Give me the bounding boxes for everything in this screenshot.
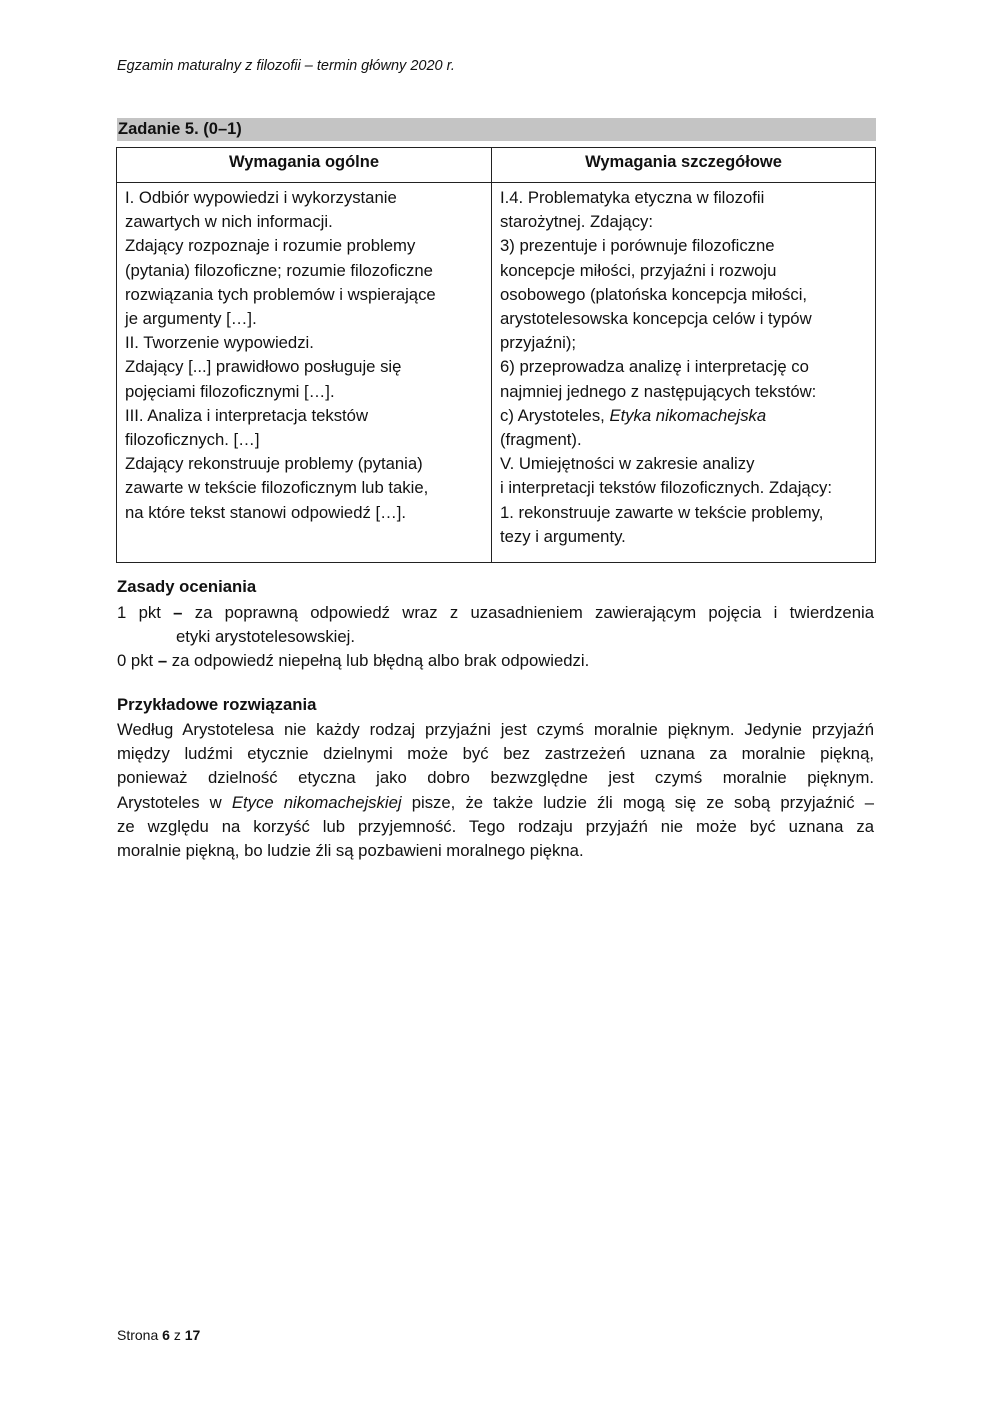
solution-text: Arystoteles w xyxy=(117,792,232,812)
points-dash: – xyxy=(173,603,183,622)
specific-line: 6) przeprowadza analizę i interpretację co xyxy=(500,357,809,377)
specific-line: (fragment). xyxy=(500,430,582,450)
general-line: Zdający [...] prawidłowo posługuje się xyxy=(125,357,402,377)
specific-line: 3) prezentuje i porównuje filozoficzne xyxy=(500,236,775,256)
col-specific-header: Wymagania szczegółowe xyxy=(492,148,876,183)
specific-c-prefix: c) Arystoteles, xyxy=(500,405,610,425)
scoring-title: Zasady oceniania xyxy=(117,577,257,596)
total-pages: 17 xyxy=(184,1327,201,1343)
footer-prefix: Strona xyxy=(117,1327,159,1343)
general-line: I. Odbiór wypowiedzi i wykorzystanie xyxy=(125,188,397,207)
general-line: zawarte w tekście filozoficznym lub takie, xyxy=(125,478,429,498)
specific-line: najmniej jednego z następujących tekstów: xyxy=(500,381,817,401)
solution-paragraph xyxy=(117,718,874,863)
scoring-text: za poprawną odpowiedź wraz z uzasadnieniem zawierającym pojęcia i twierdzenia xyxy=(194,603,874,622)
current-page: 6 xyxy=(162,1327,170,1343)
points-dash: – xyxy=(157,651,168,670)
solutions-title: Przykładowe rozwiązania xyxy=(117,695,317,714)
solution-line: między ludźmi etycznie dzielnymi może być bez zastrzeżeń uznana za moralnie piękną, xyxy=(117,744,874,764)
specific-line: starożytnej. Zdający: xyxy=(500,212,654,232)
general-line: Zdający rozpoznaje i rozumie problemy xyxy=(125,236,416,256)
points-label: 1 pkt xyxy=(117,603,161,622)
scoring-row-1pkt xyxy=(117,601,874,649)
solution-text: pisze, że także ludzie źli mogą się ze sobą przyjaźnić – xyxy=(401,792,874,812)
general-line: III. Analiza i interpretacja tekstów xyxy=(125,405,369,425)
specific-line: 1. rekonstruuje zawarte w tekście problemy, xyxy=(500,502,824,522)
solution-line: ze względu na korzyść lub przyjemność. Tego rodzaju przyjaźń nie może być uznana za xyxy=(117,816,874,836)
general-line: Zdający rekonstruuje problemy (pytania) xyxy=(125,454,423,474)
specific-line: osobowego (platońska koncepcja miłości, xyxy=(500,284,808,304)
solution-line: ponieważ dzielność etyczna jako dobro bezwzględne jest czymś moralnie pięknym. xyxy=(117,768,874,788)
specific-requirements-cell xyxy=(492,183,876,563)
scoring-row-0pkt xyxy=(117,649,874,673)
solution-line-4 xyxy=(117,791,874,815)
solution-line: Według Arystotelesa nie każdy rodzaj przyjaźni jest czymś moralnie pięknym. Jedynie przyjaźń xyxy=(117,720,874,739)
scoring-text: za odpowiedź niepełną lub błędną albo brak odpowiedzi. xyxy=(171,651,590,670)
specific-line: V. Umiejętności w zakresie analizy xyxy=(500,454,755,474)
table-row xyxy=(117,183,876,563)
task-title: Zadanie 5. (0–1) xyxy=(117,118,876,141)
general-line: zawartych w nich informacji. xyxy=(125,212,333,232)
general-line: II. Tworzenie wypowiedzi. xyxy=(125,333,314,353)
general-line: filozoficznych. […] xyxy=(125,430,260,450)
general-line: na które tekst stanowi odpowiedź […]. xyxy=(125,502,407,522)
work-title: Etyce nikomachejskiej xyxy=(231,792,402,812)
scoring-text-cont: etyki arystotelesowskiej. xyxy=(176,627,355,647)
general-line: pojęciami filozoficznymi […]. xyxy=(125,381,335,401)
general-requirements-cell xyxy=(117,183,492,563)
col-general-header: Wymagania ogólne xyxy=(117,148,492,183)
specific-line: tezy i argumenty. xyxy=(500,526,626,546)
specific-line: przyjaźni); xyxy=(500,333,577,353)
page-header: Egzamin maturalny z filozofii – termin główny 2020 r. xyxy=(117,58,455,74)
specific-line: koncepcje miłości, przyjaźni i rozwoju xyxy=(500,260,777,280)
general-line: rozwiązania tych problemów i wspierające xyxy=(125,284,436,304)
solution-line: moralnie piękną, bo ludzie źli są pozbawieni moralnego piękna. xyxy=(117,841,584,861)
requirements-table xyxy=(116,147,876,563)
points-label: 0 pkt xyxy=(117,651,154,670)
page-footer xyxy=(117,1327,200,1343)
footer-sep: z xyxy=(173,1327,181,1343)
general-line: (pytania) filozoficzne; rozumie filozoficzne xyxy=(125,260,433,280)
specific-line: arystotelesowska koncepcja celów i typów xyxy=(500,309,812,329)
table-header-row xyxy=(117,148,876,183)
specific-line: I.4. Problematyka etyczna w filozofii xyxy=(500,188,765,207)
general-line: je argumenty […]. xyxy=(125,309,257,329)
specific-line-c xyxy=(500,404,867,428)
work-title: Etyka nikomachejska xyxy=(609,405,767,425)
specific-line: i interpretacji tekstów filozoficznych. Zdający: xyxy=(500,478,833,498)
